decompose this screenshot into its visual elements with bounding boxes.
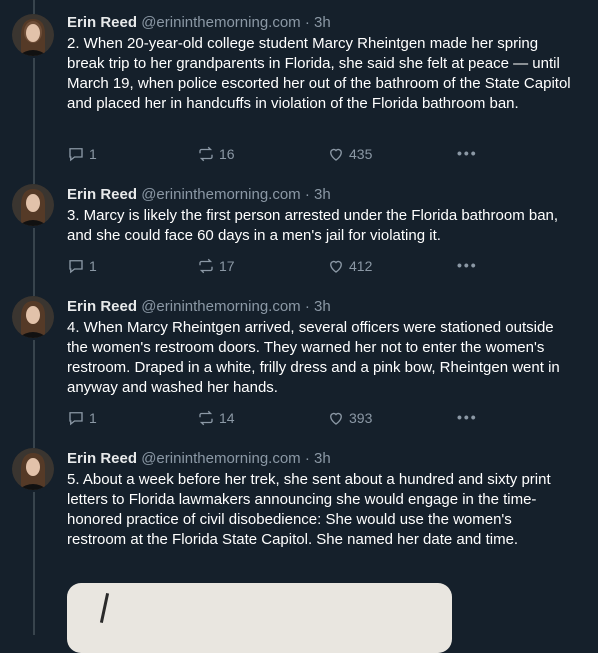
thread-line — [33, 58, 35, 184]
like-button[interactable] — [327, 145, 372, 163]
thread-line — [33, 340, 35, 448]
separator: · — [304, 14, 310, 31]
author-handle[interactable]: @erininthemorning.com — [141, 450, 301, 467]
more-options-button[interactable]: ••• — [457, 409, 478, 425]
thread-line — [33, 0, 35, 14]
reply-count: 1 — [89, 410, 97, 426]
repost-icon — [197, 145, 215, 163]
reply-icon — [67, 145, 85, 163]
timestamp[interactable]: 3h — [314, 14, 331, 31]
heart-icon — [327, 257, 345, 275]
reply-count: 1 — [89, 146, 97, 162]
more-options-button[interactable]: ••• — [457, 145, 478, 161]
author-handle[interactable]: @erininthemorning.com — [141, 186, 301, 203]
separator: · — [304, 298, 310, 315]
post-text: 4. When Marcy Rheintgen arrived, several officers were stationed outside the women's restroom doors. They warned her not to enter the women's restroom. Draped in a white, frilly dress and a pink bow, Rheintgen went in anyway and washed her hands. — [67, 319, 560, 396]
repost-count: 16 — [219, 146, 235, 162]
separator: · — [304, 450, 310, 467]
repost-button[interactable] — [197, 145, 235, 163]
timestamp[interactable]: 3h — [314, 450, 331, 467]
separator: · — [304, 186, 310, 203]
like-button[interactable] — [327, 257, 372, 275]
post-text: 2. When 20-year-old college student Marcy Rheintgen made her spring break trip to her grandparents in Florida, she said she felt at peace — until March 19, when police escorted her out of the bathroom of the State Capitol and placed her in handcuffs in violation of the Florida bathroom ban. — [67, 35, 571, 112]
like-count: 412 — [349, 258, 373, 274]
post-image[interactable] — [67, 583, 452, 653]
like-count: 393 — [349, 410, 373, 426]
author-name[interactable]: Erin Reed — [67, 298, 138, 315]
reply-count: 1 — [89, 258, 97, 274]
image-detail — [100, 593, 109, 623]
reply-icon — [67, 257, 85, 275]
repost-icon — [197, 409, 215, 427]
author-name[interactable]: Erin Reed — [67, 14, 138, 31]
repost-button[interactable] — [197, 409, 235, 427]
thread-line — [33, 492, 35, 635]
author-handle[interactable]: @erininthemorning.com — [141, 14, 301, 31]
author-handle[interactable]: @erininthemorning.com — [141, 298, 301, 315]
reply-icon — [67, 409, 85, 427]
reply-button[interactable] — [67, 257, 97, 275]
more-options-button[interactable]: ••• — [457, 257, 478, 273]
avatar[interactable] — [12, 184, 54, 226]
avatar[interactable] — [12, 14, 54, 56]
author-name[interactable]: Erin Reed — [67, 186, 138, 203]
like-count: 435 — [349, 146, 373, 162]
like-button[interactable] — [327, 409, 372, 427]
heart-icon — [327, 409, 345, 427]
avatar[interactable] — [12, 448, 54, 490]
thread-line — [33, 228, 35, 296]
timestamp[interactable]: 3h — [314, 186, 331, 203]
post-text: 5. About a week before her trek, she sent about a hundred and sixty print letters to Florida lawmakers announcing she would engage in the time-honored practice of civil disobedience: She would use the women's restroom at the Florida State Capitol. She named her date and time. — [67, 471, 551, 548]
repost-button[interactable] — [197, 257, 235, 275]
repost-icon — [197, 257, 215, 275]
heart-icon — [327, 145, 345, 163]
repost-count: 14 — [219, 410, 235, 426]
repost-count: 17 — [219, 258, 235, 274]
avatar[interactable] — [12, 296, 54, 338]
post-text: 3. Marcy is likely the first person arrested under the Florida bathroom ban, and she could face 60 days in a men's jail for violating it. — [67, 207, 559, 244]
reply-button[interactable] — [67, 409, 97, 427]
reply-button[interactable] — [67, 145, 97, 163]
timestamp[interactable]: 3h — [314, 298, 331, 315]
author-name[interactable]: Erin Reed — [67, 450, 138, 467]
